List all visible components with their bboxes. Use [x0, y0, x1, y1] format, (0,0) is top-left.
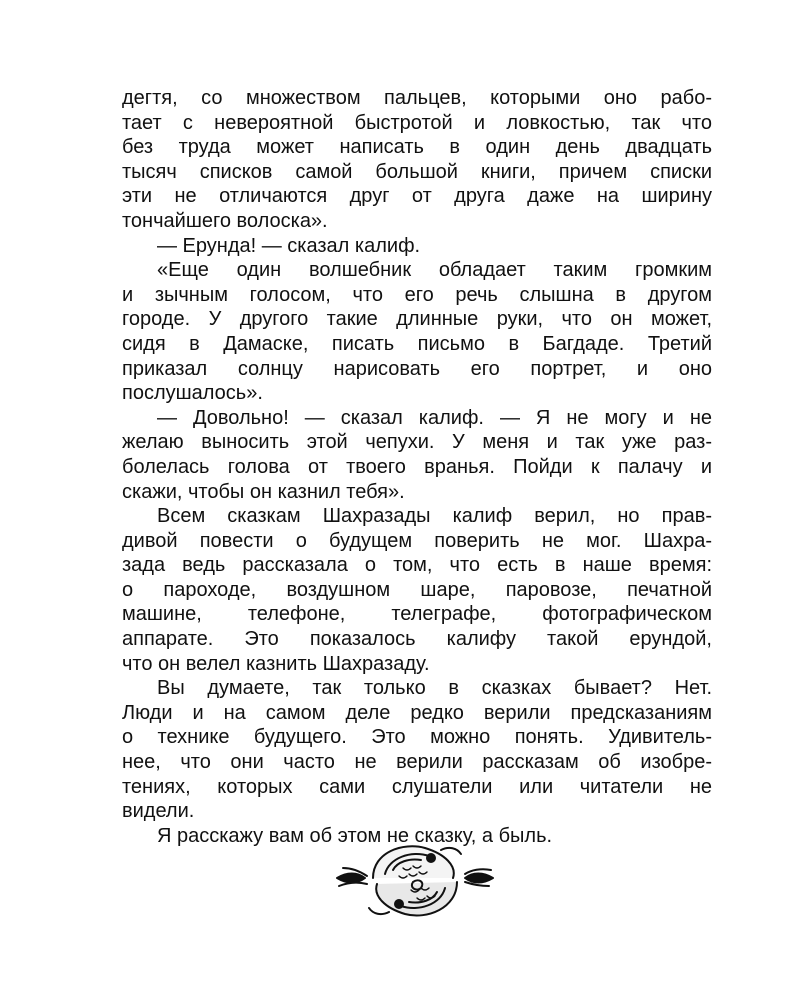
book-page-text — [122, 86, 712, 848]
text-line: сидя в Дамаске, писать письмо в Багдаде. Третий — [122, 332, 712, 355]
text-line: городе. У другого такие длинные руки, что он может, — [122, 308, 712, 331]
paragraph-p6 — [122, 676, 712, 824]
text-line: машине, телефоне, телеграфе, фотографическом — [122, 603, 712, 626]
text-line: тениях, которых сами слушатели или читатели не — [122, 775, 712, 798]
text-line: — Ерунда! — сказал калиф. — [157, 234, 421, 257]
text-line: Всем сказкам Шахразады калиф верил, но прав- — [157, 505, 712, 528]
text-line: без труда может написать в один день двадцать — [122, 136, 712, 159]
text-line: видели. — [122, 800, 195, 823]
text-line: эти не отличаются друг от друга даже на ширину — [122, 185, 712, 208]
text-line: «Еще один волшебник обладает таким громким — [157, 259, 712, 282]
text-line: тончайшего волоска». — [122, 209, 328, 232]
text-line: тает с невероятной быстротой и ловкостью, так что — [122, 111, 712, 134]
paragraph-p2 — [122, 234, 712, 259]
text-line: приказал солнцу нарисовать его портрет, и оно — [122, 357, 712, 380]
text-line: аппарате. Это показалось калифу такой ерундой, — [122, 628, 712, 651]
paragraph-p4 — [122, 406, 712, 504]
paragraph-p1 — [122, 86, 712, 234]
text-line: желаю выносить этой чепухи. У меня и так уже раз- — [122, 431, 712, 454]
fish-ornament-icon — [333, 838, 497, 924]
text-line: болелась голова от твоего вранья. Пойди к палачу и — [122, 455, 712, 478]
text-line: и зычным голосом, что его речь слышна в другом — [122, 283, 712, 306]
text-line: дегтя, со множеством пальцев, которыми оно рабо- — [122, 87, 712, 109]
text-line: скажи, чтобы он казнил тебя». — [122, 480, 405, 503]
text-line: — Довольно! — сказал калиф. — Я не могу и не — [157, 406, 712, 429]
text-line: дивой повести о будущем поверить не мог. Шахра- — [122, 529, 712, 552]
text-line: послушалось». — [122, 382, 263, 405]
text-line: Вы думаете, так только в сказках бывает? Нет. — [157, 677, 712, 700]
text-line: нее, что они часто не верили рассказам об изобре- — [122, 751, 712, 774]
text-line: о технике будущего. Это можно понять. Удивитель- — [122, 726, 712, 749]
paragraph-p3 — [122, 258, 712, 406]
text-line: о пароходе, воздушном шаре, паровозе, печатной — [122, 578, 712, 601]
text-line: что он велел казнить Шахразаду. — [122, 652, 430, 675]
paragraph-p5 — [122, 504, 712, 676]
text-line: тысяч списков самой большой книги, причем списки — [122, 160, 712, 183]
text-line: Я расскажу вам об этом не сказку, а быль. — [157, 824, 553, 847]
text-line: Люди и на самом деле редко верили предсказаниям — [122, 701, 712, 724]
text-line: зада ведь рассказала о том, что есть в наше время: — [122, 554, 712, 577]
